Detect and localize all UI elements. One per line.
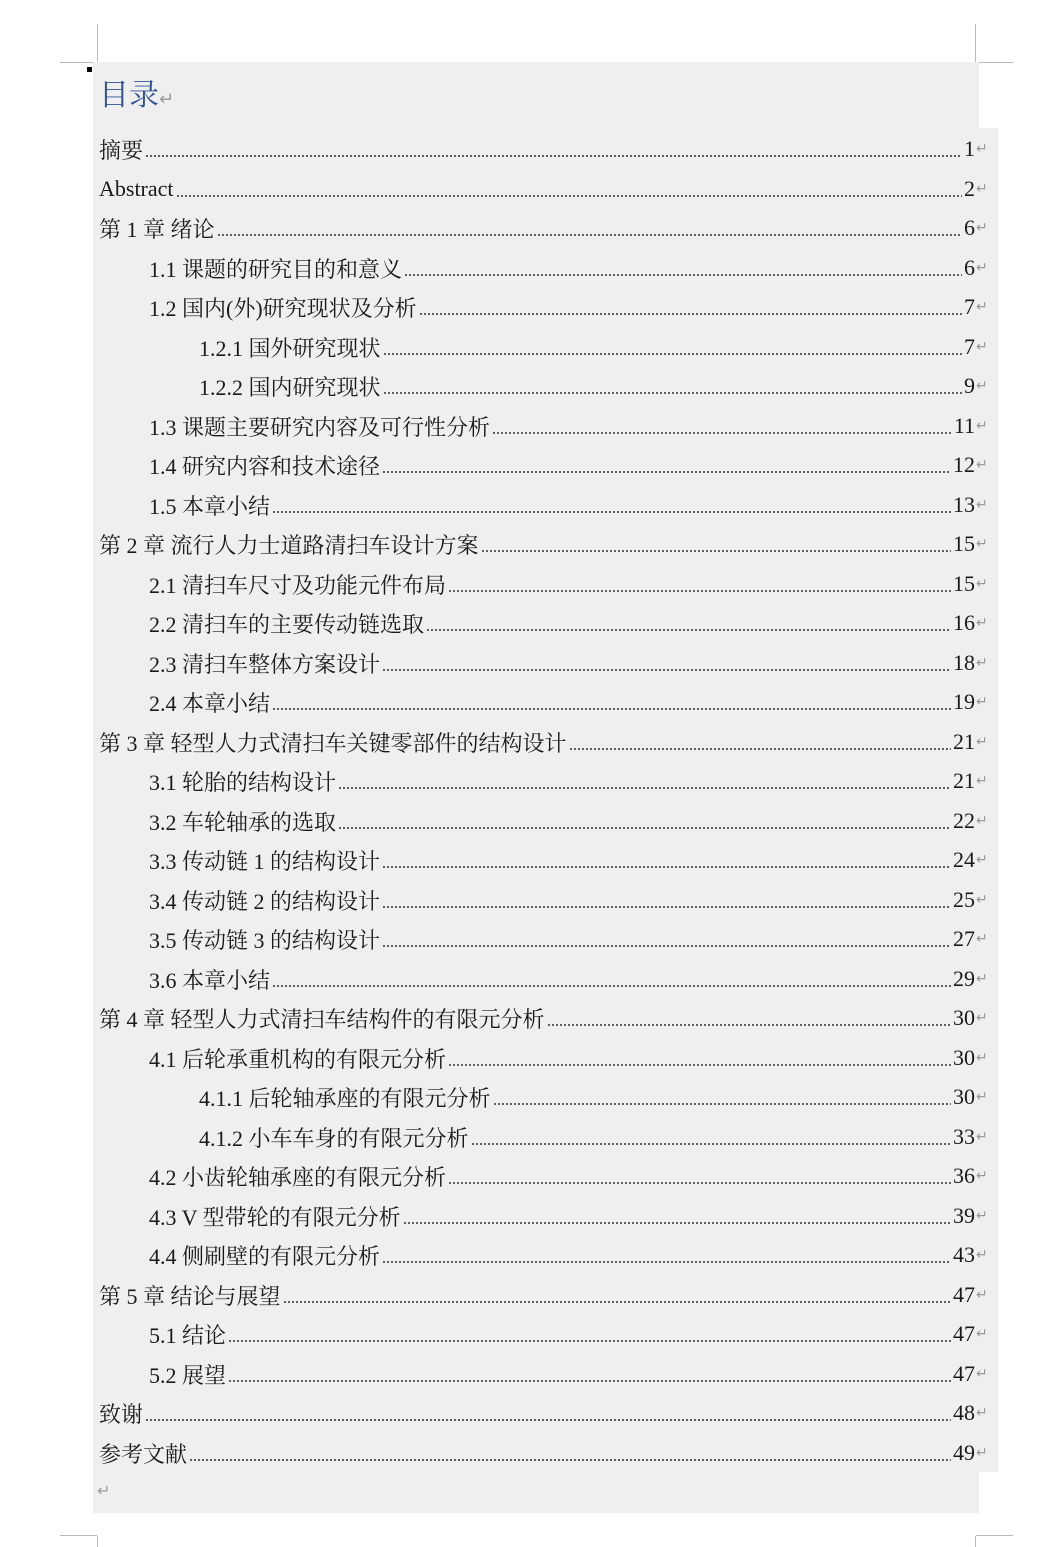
toc-entry[interactable] <box>149 761 990 801</box>
toc-entry[interactable] <box>149 919 990 959</box>
dot-leader <box>145 155 962 157</box>
paragraph-mark-icon: ↵ <box>976 378 988 394</box>
paragraph-mark-icon: ↵ <box>976 892 988 908</box>
table-anchor-handle[interactable] <box>87 67 92 72</box>
toc-entry[interactable] <box>99 208 990 248</box>
dot-leader <box>448 1182 951 1184</box>
paragraph-mark-icon: ↵ <box>976 457 988 473</box>
dot-leader <box>272 708 951 710</box>
paragraph-mark-icon: ↵ <box>976 1089 988 1105</box>
crop-mark-top-left-v <box>97 24 98 62</box>
toc-entry[interactable] <box>149 248 990 288</box>
toc-entry[interactable] <box>99 169 990 209</box>
crop-mark-bottom-right-v <box>975 1536 976 1547</box>
paragraph-mark-icon: ↵ <box>976 1366 988 1382</box>
dot-leader <box>283 1301 951 1303</box>
toc-entry[interactable] <box>149 801 990 841</box>
paragraph-mark-icon: ↵ <box>976 181 988 197</box>
toc-entry[interactable] <box>99 998 990 1038</box>
toc-entry-page-number: 47 <box>953 1361 975 1386</box>
paragraph-mark-icon: ↵ <box>976 615 988 631</box>
toc-entry[interactable] <box>149 959 990 999</box>
toc-heading[interactable] <box>99 76 174 120</box>
paragraph-mark-icon: ↵ <box>976 773 988 789</box>
paragraph-mark-icon: ↵ <box>976 497 988 513</box>
dot-leader <box>382 471 951 473</box>
toc-entry[interactable] <box>199 1117 990 1157</box>
toc-entry-page-number: 21 <box>953 768 975 793</box>
toc-entry-title: 1.4 研究内容和技术途径 <box>149 453 381 479</box>
toc-entry-title: 5.2 展望 <box>149 1362 227 1388</box>
dot-leader <box>382 669 951 671</box>
paragraph-mark-icon: ↵ <box>976 220 988 236</box>
toc-entry-page-number: 48 <box>953 1400 975 1425</box>
toc-entry-page-number: 6 <box>964 255 975 280</box>
dot-leader <box>492 432 952 434</box>
toc-entry-page-number: 36 <box>953 1163 975 1188</box>
toc-entry-title: 4.3 V 型带轮的有限元分析 <box>149 1204 401 1230</box>
toc-entry-title: 3.2 车轮轴承的选取 <box>149 809 337 835</box>
dot-leader <box>448 1064 951 1066</box>
toc-entry[interactable] <box>99 524 990 564</box>
toc-entry-page-number: 49 <box>953 1440 975 1465</box>
dot-leader <box>228 1380 951 1382</box>
paragraph-mark-icon: ↵ <box>159 89 175 110</box>
dot-leader <box>383 353 962 355</box>
toc-entry-title: 1.2.1 国外研究现状 <box>199 335 381 361</box>
toc-entry-page-number: 15 <box>953 571 975 596</box>
toc-entry[interactable] <box>149 1314 990 1354</box>
toc-entry[interactable] <box>99 722 990 762</box>
toc-entry-title: 4.1.2 小车车身的有限元分析 <box>199 1125 469 1151</box>
toc-entry-title: 第 5 章 结论与展望 <box>99 1283 281 1309</box>
toc-entry-title: 1.1 课题的研究目的和意义 <box>149 256 403 282</box>
toc-entry-page-number: 33 <box>953 1124 975 1149</box>
toc-entry-title: 第 4 章 轻型人力式清扫车结构件的有限元分析 <box>99 1006 545 1032</box>
crop-mark-bottom-left-h <box>60 1535 97 1536</box>
toc-entry[interactable] <box>199 327 990 367</box>
toc-heading-text: 目录 <box>99 78 159 113</box>
toc-entry[interactable] <box>199 366 990 406</box>
toc-entry[interactable] <box>149 1196 990 1236</box>
dot-leader <box>382 906 951 908</box>
toc-entry-page-number: 24 <box>953 847 975 872</box>
dot-leader <box>272 511 951 513</box>
toc-entry-title: 3.1 轮胎的结构设计 <box>149 769 337 795</box>
toc-entry-page-number: 39 <box>953 1203 975 1228</box>
dot-leader <box>547 1024 951 1026</box>
toc-entry-title: 3.3 传动链 1 的结构设计 <box>149 848 381 874</box>
toc-entry[interactable] <box>199 1077 990 1117</box>
dot-leader <box>403 1222 951 1224</box>
paragraph-mark-icon: ↵ <box>97 1481 111 1500</box>
toc-entry-title: 参考文献 <box>99 1441 188 1467</box>
paragraph-mark-icon: ↵ <box>976 299 988 315</box>
dot-leader <box>426 629 951 631</box>
toc-entry[interactable] <box>149 445 990 485</box>
toc-entry-page-number: 2 <box>964 176 975 201</box>
toc-entry-page-number: 13 <box>953 492 975 517</box>
dot-leader <box>382 866 951 868</box>
crop-mark-bottom-right-h <box>976 1535 1013 1536</box>
toc-entry-page-number: 7 <box>964 294 975 319</box>
toc-entry-page-number: 21 <box>953 729 975 754</box>
dot-leader <box>481 550 951 552</box>
toc-entry-title: 致谢 <box>99 1401 144 1427</box>
dot-leader <box>382 945 951 947</box>
dot-leader <box>189 1459 951 1461</box>
paragraph-mark-icon: ↵ <box>976 260 988 276</box>
paragraph-mark-icon: ↵ <box>976 734 988 750</box>
paragraph-mark-icon: ↵ <box>976 1168 988 1184</box>
toc-entry-page-number: 43 <box>953 1242 975 1267</box>
toc-entry-page-number: 11 <box>953 413 975 438</box>
dot-leader <box>338 827 951 829</box>
toc-entry-title: 5.1 结论 <box>149 1322 227 1348</box>
toc-entry[interactable] <box>149 485 990 525</box>
toc-entry-title: 3.5 传动链 3 的结构设计 <box>149 927 381 953</box>
toc-entry-page-number: 19 <box>953 689 975 714</box>
dot-leader <box>404 274 962 276</box>
toc-entry-title: 1.2.2 国内研究现状 <box>199 374 381 400</box>
toc-entry[interactable] <box>149 1354 990 1394</box>
paragraph-mark-icon: ↵ <box>976 852 988 868</box>
dot-leader <box>448 590 951 592</box>
toc-entry-title: 4.2 小齿轮轴承座的有限元分析 <box>149 1164 447 1190</box>
toc-entry[interactable] <box>149 1235 990 1275</box>
toc-entry-page-number: 29 <box>953 966 975 991</box>
toc-entry-title: 1.3 课题主要研究内容及可行性分析 <box>149 414 491 440</box>
paragraph-mark-icon: ↵ <box>976 1010 988 1026</box>
toc-entry[interactable] <box>149 682 990 722</box>
toc-entry[interactable] <box>99 1433 990 1473</box>
crop-mark-top-left-h <box>60 62 97 63</box>
paragraph-mark-icon: ↵ <box>976 1129 988 1145</box>
paragraph-mark-icon: ↵ <box>976 576 988 592</box>
dot-leader <box>569 748 951 750</box>
toc-entry-title: 4.1 后轮承重机构的有限元分析 <box>149 1046 447 1072</box>
toc-entry-page-number: 22 <box>953 808 975 833</box>
toc-entry[interactable] <box>149 603 990 643</box>
crop-mark-bottom-left-v <box>97 1536 98 1547</box>
toc-entry-title: 第 2 章 流行人力士道路清扫车设计方案 <box>99 532 479 558</box>
paragraph-mark-icon: ↵ <box>976 141 988 157</box>
paragraph-mark-icon: ↵ <box>976 655 988 671</box>
toc-entry-page-number: 27 <box>953 926 975 951</box>
toc-entry-page-number: 47 <box>953 1282 975 1307</box>
toc-entry[interactable] <box>149 287 990 327</box>
toc-entry[interactable] <box>149 1156 990 1196</box>
paragraph-mark-icon: ↵ <box>976 536 988 552</box>
crop-mark-top-right-h <box>976 62 1013 63</box>
paragraph-mark-icon: ↵ <box>976 1050 988 1066</box>
toc-entry-page-number: 30 <box>953 1084 975 1109</box>
toc-entry[interactable] <box>99 1275 990 1315</box>
toc-entry-page-number: 16 <box>953 610 975 635</box>
toc-entry-page-number: 9 <box>964 373 975 398</box>
toc-entry[interactable] <box>99 129 990 169</box>
toc-entry-page-number: 25 <box>953 887 975 912</box>
dot-leader <box>272 985 951 987</box>
dot-leader <box>217 234 962 236</box>
toc-entry-title: 2.1 清扫车尺寸及功能元件布局 <box>149 572 447 598</box>
dot-leader <box>382 1261 951 1263</box>
toc-entry-page-number: 1 <box>964 136 975 161</box>
toc-entry[interactable] <box>149 564 990 604</box>
toc-entry-page-number: 18 <box>953 650 975 675</box>
dot-leader <box>419 313 962 315</box>
toc-entry[interactable] <box>99 1393 990 1433</box>
paragraph-mark-icon: ↵ <box>976 1287 988 1303</box>
toc-entry-title: 第 1 章 绪论 <box>99 216 215 242</box>
toc-entry-title: 3.6 本章小结 <box>149 967 271 993</box>
toc-entry-page-number: 30 <box>953 1005 975 1030</box>
toc-entry-title: 摘要 <box>99 137 144 163</box>
toc-entry-page-number: 7 <box>964 334 975 359</box>
toc-entry-title: 2.3 清扫车整体方案设计 <box>149 651 381 677</box>
toc-entry-page-number: 30 <box>953 1045 975 1070</box>
dot-leader <box>471 1143 951 1145</box>
toc-entry-page-number: 15 <box>953 531 975 556</box>
dot-leader <box>176 195 962 197</box>
toc-entry-title: 2.2 清扫车的主要传动链选取 <box>149 611 425 637</box>
dot-leader <box>338 787 951 789</box>
crop-mark-top-right-v <box>975 24 976 62</box>
paragraph-mark-icon: ↵ <box>976 813 988 829</box>
dot-leader <box>493 1103 951 1105</box>
toc-entry-title: 4.1.1 后轮轴承座的有限元分析 <box>199 1085 491 1111</box>
paragraph-mark-icon: ↵ <box>976 694 988 710</box>
toc-entry-title: 2.4 本章小结 <box>149 690 271 716</box>
toc-entry-title: 1.2 国内(外)研究现状及分析 <box>149 295 417 321</box>
toc-entry[interactable] <box>149 840 990 880</box>
toc-entry-title: 第 3 章 轻型人力式清扫车关键零部件的结构设计 <box>99 730 567 756</box>
toc-entry[interactable] <box>149 643 990 683</box>
dot-leader <box>145 1419 951 1421</box>
toc-entry-title: 1.5 本章小结 <box>149 493 271 519</box>
toc-entry[interactable] <box>149 406 990 446</box>
paragraph-mark-icon: ↵ <box>976 1405 988 1421</box>
toc-entry[interactable] <box>149 1038 990 1078</box>
paragraph-mark-icon: ↵ <box>976 1247 988 1263</box>
toc-entry-title: 4.4 侧刷壁的有限元分析 <box>149 1243 381 1269</box>
dot-leader <box>228 1340 951 1342</box>
dot-leader <box>383 392 962 394</box>
toc-entry-title: 3.4 传动链 2 的结构设计 <box>149 888 381 914</box>
toc-entry-page-number: 6 <box>964 215 975 240</box>
paragraph-mark-icon: ↵ <box>976 418 988 434</box>
toc-entry-page-number: 47 <box>953 1321 975 1346</box>
toc-entry-title: Abstract <box>99 176 174 201</box>
toc-entry[interactable] <box>149 880 990 920</box>
paragraph-mark-icon: ↵ <box>976 1208 988 1224</box>
toc-entry-page-number: 12 <box>953 452 975 477</box>
paragraph-mark-icon: ↵ <box>976 1445 988 1461</box>
paragraph-mark-icon: ↵ <box>976 971 988 987</box>
paragraph-mark-icon: ↵ <box>976 1326 988 1342</box>
paragraph-mark-icon: ↵ <box>976 931 988 947</box>
paragraph-mark-icon: ↵ <box>976 339 988 355</box>
